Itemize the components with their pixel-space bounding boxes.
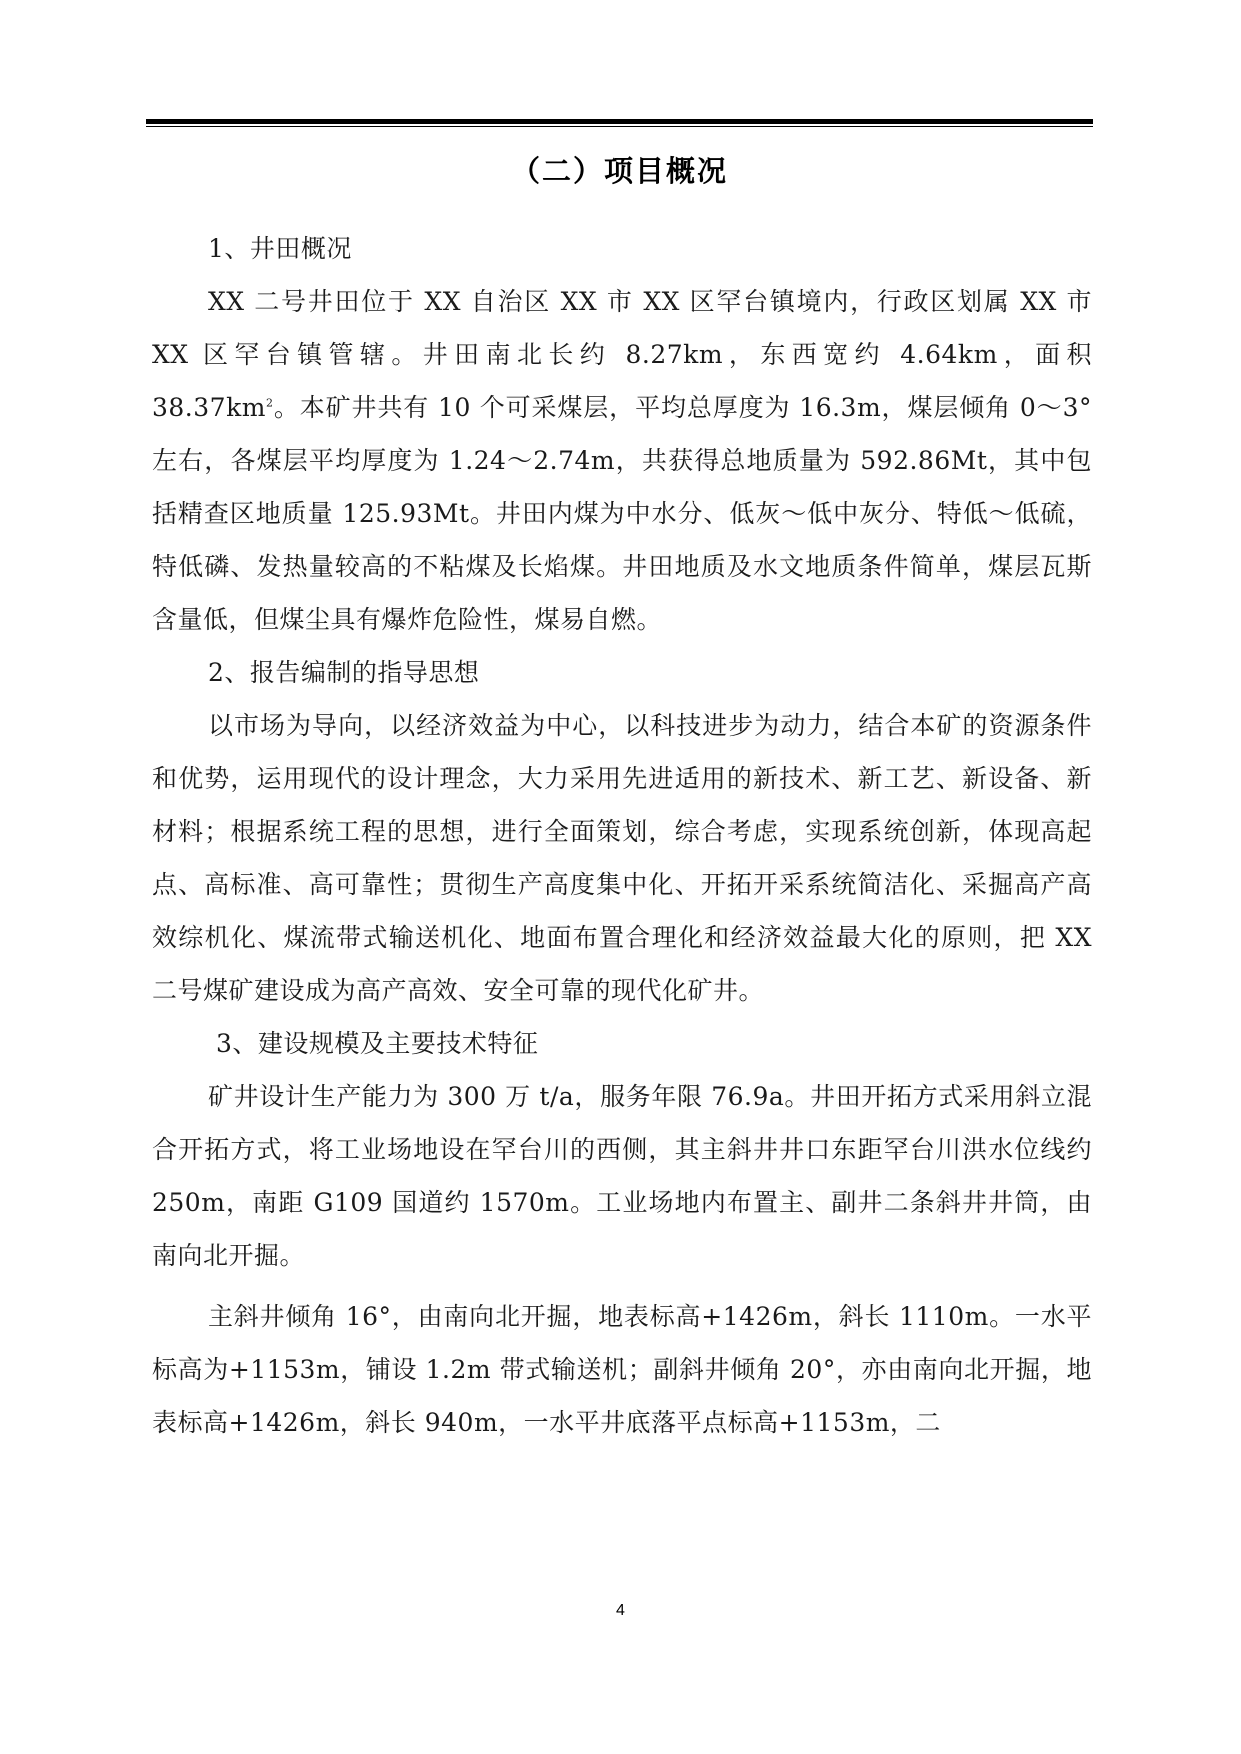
paragraph-construction-scale: 矿井设计生产能力为 300 万 t/a，服务年限 76.9a。井田开拓方式采用斜立混合开拓方式，将工业场地设在罕台川的西侧，其主斜井井口东距罕台川洪水位线约 250m，南距 G109 国道约 1570m。工业场地内布置主、副井二条斜井井筒，由南向北开掘。 — [152, 1082, 1092, 1270]
subsection-heading-2: 2、报告编制的指导思想 — [208, 658, 480, 687]
subsection-heading-3: 3、建设规模及主要技术特征 — [216, 1029, 539, 1058]
section-title: （二）项目概况 — [510, 154, 728, 188]
superscript: 2 — [265, 396, 274, 410]
paragraph-text: XX 二号井田位于 XX 自治区 XX 市 XX 区罕台镇境内，行政区划属 XX 市 XX 区罕台镇管辖。井田南北长约 8.27km，东西宽约 4.64km，面积 38.37km — [152, 287, 1092, 422]
paragraph-text: 。本矿井共有 10 个可采煤层，平均总厚度为 16.3m，煤层倾角 0～3°左右，各煤层平均厚度为 1.24～2.74m，共获得总地质量为 592.86Mt，其中包括精查区地质量 125.93Mt。井田内煤为中水分、低灰～低中灰分、特低～低硫，特低磷、发热量较高的不粘煤及长焰煤。井田地质及水文地质条件简单，煤层瓦斯含量低，但煤尘具有爆炸危险性，煤易自燃。 — [152, 393, 1092, 634]
paragraph-minefield-overview — [152, 275, 1092, 646]
paragraph-guiding-ideology: 以市场为导向，以经济效益为中心，以科技进步为动力，结合本矿的资源条件和优势，运用现代的设计理念，大力采用先进适用的新技术、新工艺、新设备、新材料；根据系统工程的思想，进行全面策划，综合考虑，实现系统创新，体现高起点、高标准、高可靠性；贯彻生产高度集中化、开拓开采系统简洁化、采掘高产高效综机化、煤流带式输送机化、地面布置合理化和经济效益最大化的原则，把 XX 二号煤矿建设成为高产高效、安全可靠的现代化矿井。 — [152, 711, 1092, 1005]
page-number: 4 — [616, 1602, 625, 1619]
paragraph-shaft-details: 主斜井倾角 16°，由南向北开掘，地表标高+1426m，斜长 1110m。一水平标高为+1153m，铺设 1.2m 带式输送机；副斜井倾角 20°，亦由南向北开掘，地表标高+1426m，斜长 940m，一水平井底落平点标高+1153m，二 — [152, 1302, 1092, 1437]
subsection-heading-1: 1、井田概况 — [208, 234, 352, 263]
document-body — [152, 222, 1092, 1449]
header-rule-thick — [146, 119, 1093, 124]
header-rule-thin — [146, 126, 1093, 127]
